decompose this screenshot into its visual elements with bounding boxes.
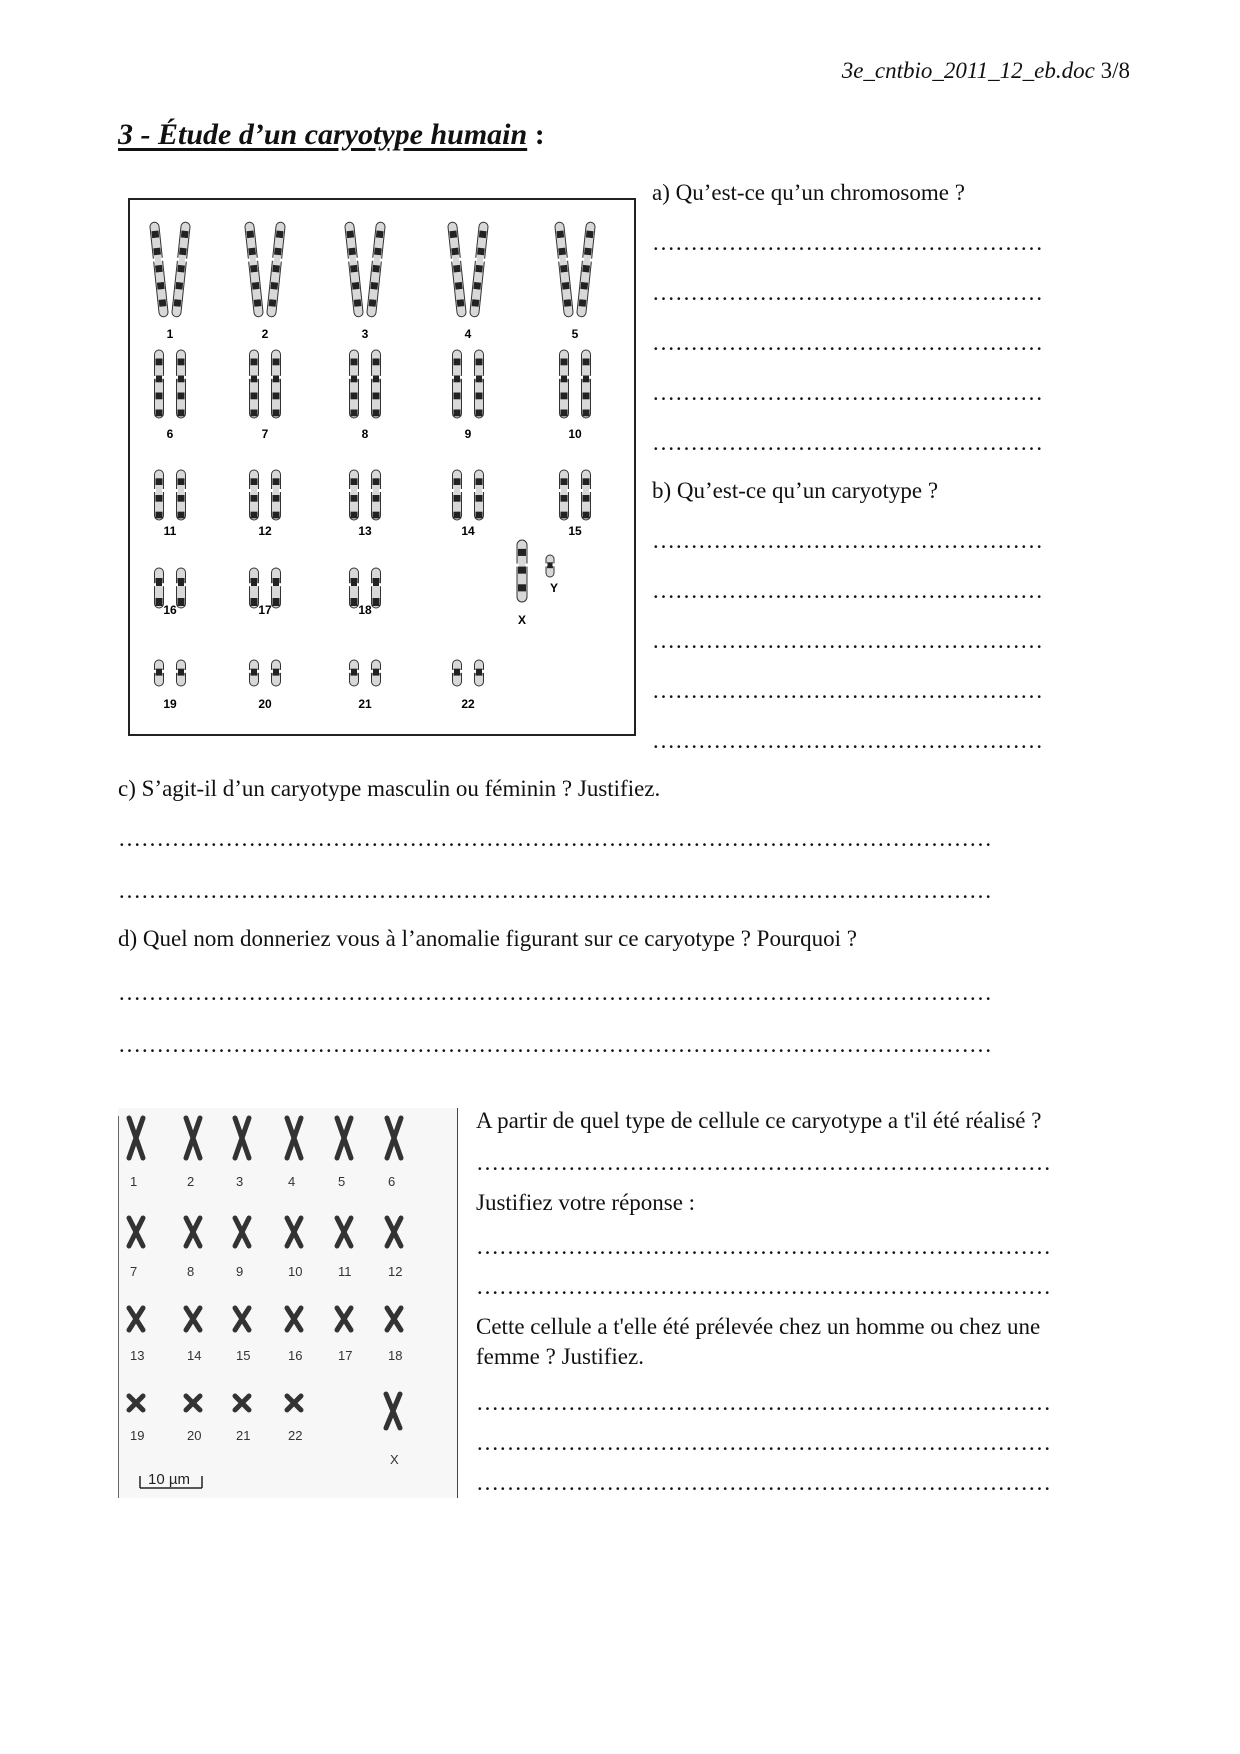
chromosome-2-label-8: 8: [187, 1264, 195, 1279]
answer-line-d-1[interactable]: ……………………………………………………………………………………………………: [118, 980, 992, 1005]
chromosome-label-4: 4: [464, 327, 472, 341]
chromosome-pair-11-b: [176, 470, 187, 520]
chromosome-pair-4-b: [469, 222, 490, 318]
chromosome-x-shape-12: [387, 1218, 401, 1246]
chromosome-2-label-3: 3: [236, 1174, 244, 1189]
question-a: a) Qu’est-ce qu’un chromosome ?: [652, 180, 965, 205]
section-title-text: 3 - Étude d’un caryotype humain: [118, 118, 528, 151]
answer-line-a-5[interactable]: ……………………………………………: [652, 430, 1043, 455]
chromosome-2-label-18: 18: [388, 1348, 403, 1363]
chromosome-x-shape-11: [337, 1218, 351, 1246]
chromosome-label-16: 16: [163, 603, 177, 617]
chromosome-x-shape-20: [186, 1396, 200, 1410]
chromosome-2-label-X: X: [390, 1452, 399, 1467]
karyotype-figure-2: [118, 1108, 458, 1498]
chromosome-x-shape-13: [129, 1308, 143, 1330]
page-number: 3/8: [1100, 58, 1130, 83]
question-e-justify: Justifiez votre réponse :: [476, 1190, 696, 1215]
chromosome-pair-8-b: [371, 350, 382, 418]
chromosome-2-label-10: 10: [288, 1264, 303, 1279]
chromosome-pair-15-b: [581, 470, 592, 520]
chromosome-pair-11-a: [154, 470, 165, 520]
chromosome-x-shape-16: [287, 1308, 301, 1330]
chromosome-x-shape-10: [287, 1218, 301, 1246]
answer-line-e-2[interactable]: …………………………………………………………………: [476, 1234, 1051, 1259]
chromosome-x-shape-17: [337, 1308, 351, 1330]
chromosome-x-shape-4: [287, 1118, 301, 1158]
chromosome-pair-22-b: [474, 660, 485, 686]
chromosome-pair-12-a: [249, 470, 260, 520]
chromosome-label-X: X: [517, 613, 527, 627]
chromosome-pair-19-a: [154, 660, 165, 686]
chromosome-pair-3-b: [366, 222, 387, 318]
chromosome-pair-5-b: [576, 222, 597, 318]
chromosome-x-shape-1: [129, 1118, 143, 1158]
chromosome-x-shape-22: [287, 1396, 301, 1410]
answer-line-b-1[interactable]: ……………………………………………: [652, 528, 1043, 553]
chromosome-x-shape-X: [386, 1394, 400, 1428]
chromosome-2-label-20: 20: [187, 1428, 202, 1443]
chromosome-pair-10-a: [559, 350, 570, 418]
chromosome-label-12: 12: [258, 524, 272, 538]
chromosome-2-label-17: 17: [338, 1348, 353, 1363]
chromosome-x-shape-21: [235, 1396, 249, 1410]
chromosome-label-19: 19: [163, 697, 177, 711]
chromosome-2-label-6: 6: [388, 1174, 396, 1189]
chromosome-x-shape-14: [186, 1308, 200, 1330]
chromosome-2-label-22: 22: [288, 1428, 303, 1443]
chromosome-label-8: 8: [361, 427, 369, 441]
chromosome-label-6: 6: [166, 427, 174, 441]
chromosome-label-18: 18: [358, 603, 372, 617]
chromosome-pair-18-b: [371, 568, 382, 608]
chromosome-pair-7-a: [249, 350, 260, 418]
scale-label: 10 µm: [148, 1471, 190, 1488]
question-e-sex-2: femme ? Justifiez.: [476, 1344, 644, 1369]
chromosome-x-shape-9: [235, 1218, 249, 1246]
chromosome-pair-6-b: [176, 350, 187, 418]
chromosome-label-5: 5: [571, 327, 579, 341]
answer-line-e-1[interactable]: …………………………………………………………………: [476, 1150, 1051, 1175]
chromosome-pair-12-b: [271, 470, 282, 520]
chromosome-x-shape-6: [387, 1118, 401, 1158]
chromosome-pair-14-a: [452, 470, 463, 520]
question-e-sex-1: Cette cellule a t'elle été prélevée chez un homme ou chez une: [476, 1314, 1041, 1339]
chromosome-2-label-13: 13: [130, 1348, 145, 1363]
chromosome-x-shape-5: [337, 1118, 351, 1158]
chromosome-pair-17-a: [249, 568, 260, 608]
chromosome-pair-20-b: [271, 660, 282, 686]
chromosome-pair-18-a: [349, 568, 360, 608]
chromosome-x-shape-3: [235, 1118, 249, 1158]
chromosome-pair-3-a: [344, 222, 365, 318]
chromosome-pair-17-b: [271, 568, 282, 608]
chromosome-pair-5-a: [554, 222, 575, 318]
chromosome-label-21: 21: [358, 697, 372, 711]
chromosome-x-shape-19: [129, 1396, 143, 1410]
chromosome-pair-20-a: [249, 660, 260, 686]
chromosome-label-22: 22: [461, 697, 475, 711]
chromosome-pair-22-a: [452, 660, 463, 686]
chromosome-2-label-9: 9: [236, 1264, 244, 1279]
document-header: [842, 58, 1130, 84]
chromosome-pair-15-a: [559, 470, 570, 520]
chromosome-pair-16-a: [154, 568, 165, 608]
answer-line-a-1[interactable]: ……………………………………………: [652, 230, 1043, 255]
chromosome-2-label-14: 14: [187, 1348, 202, 1363]
chromosome-Y: [545, 555, 555, 577]
chromosome-pair-13-b: [371, 470, 382, 520]
chromosome-label-Y: Y: [549, 581, 559, 595]
chromosome-pair-6-a: [154, 350, 165, 418]
chromosome-label-3: 3: [361, 327, 369, 341]
chromosome-label-9: 9: [464, 427, 472, 441]
chromosome-label-1: 1: [166, 327, 174, 341]
chromosome-pair-21-b: [371, 660, 382, 686]
question-b: b) Qu’est-ce qu’un caryotype ?: [652, 478, 939, 503]
answer-line-b-4[interactable]: ……………………………………………: [652, 678, 1043, 703]
answer-line-e-5[interactable]: …………………………………………………………………: [476, 1430, 1051, 1455]
chromosome-pair-10-b: [581, 350, 592, 418]
karyotype-2-image: [118, 1108, 458, 1498]
answer-line-e-4[interactable]: …………………………………………………………………: [476, 1390, 1051, 1415]
chromosome-pair-2-a: [244, 222, 265, 318]
chromosome-pair-14-b: [474, 470, 485, 520]
chromosome-label-15: 15: [568, 524, 582, 538]
chromosome-x-shape-8: [186, 1218, 200, 1246]
answer-line-c-2[interactable]: ……………………………………………………………………………………………………: [118, 878, 992, 903]
karyotype-1-image: [130, 200, 634, 734]
doc-filename: 3e_cntbio_2011_12_eb.doc: [841, 58, 1095, 83]
chromosome-label-13: 13: [358, 524, 372, 538]
chromosome-x-shape-15: [235, 1308, 249, 1330]
chromosome-label-17: 17: [258, 603, 272, 617]
answer-line-a-3[interactable]: ……………………………………………: [652, 330, 1043, 355]
question-d: d) Quel nom donneriez vous à l’anomalie figurant sur ce caryotype ? Pourquoi ?: [118, 926, 857, 951]
chromosome-pair-1-b: [171, 222, 192, 318]
chromosome-pair-7-b: [271, 350, 282, 418]
chromosome-pair-13-a: [349, 470, 360, 520]
karyotype-figure-1: [128, 198, 636, 736]
chromosome-x-shape-18: [387, 1308, 401, 1330]
chromosome-X: [516, 540, 528, 602]
chromosome-x-shape-7: [129, 1218, 143, 1246]
chromosome-label-20: 20: [258, 697, 272, 711]
chromosome-2-label-19: 19: [130, 1428, 145, 1443]
chromosome-2-label-7: 7: [130, 1264, 138, 1279]
chromosome-label-11: 11: [163, 524, 177, 538]
answer-line-c-1[interactable]: ……………………………………………………………………………………………………: [118, 826, 992, 851]
chromosome-2-label-5: 5: [338, 1174, 346, 1189]
answer-line-a-2[interactable]: ……………………………………………: [652, 280, 1043, 305]
chromosome-pair-1-a: [149, 222, 170, 318]
chromosome-2-label-12: 12: [388, 1264, 403, 1279]
chromosome-pair-9-a: [452, 350, 463, 418]
chromosome-2-label-4: 4: [288, 1174, 296, 1189]
chromosome-pair-2-b: [266, 222, 287, 318]
answer-line-b-2[interactable]: ……………………………………………: [652, 578, 1043, 603]
chromosome-label-14: 14: [461, 524, 475, 538]
chromosome-pair-19-b: [176, 660, 187, 686]
answer-line-e-3[interactable]: …………………………………………………………………: [476, 1274, 1051, 1299]
chromosome-2-label-16: 16: [288, 1348, 303, 1363]
answer-line-e-6[interactable]: …………………………………………………………………: [476, 1470, 1051, 1495]
section-title: [118, 118, 545, 152]
answer-line-a-4[interactable]: ……………………………………………: [652, 380, 1043, 405]
chromosome-2-label-2: 2: [187, 1174, 195, 1189]
question-e-cell-type: A partir de quel type de cellule ce caryotype a t'il été réalisé ?: [476, 1108, 1042, 1133]
question-c: c) S’agit-il d’un caryotype masculin ou féminin ? Justifiez.: [118, 776, 661, 801]
chromosome-x-shape-2: [186, 1118, 200, 1158]
chromosome-label-10: 10: [568, 427, 582, 441]
chromosome-pair-21-a: [349, 660, 360, 686]
chromosome-label-7: 7: [261, 427, 269, 441]
chromosome-pair-9-b: [474, 350, 485, 418]
chromosome-2-label-21: 21: [236, 1428, 251, 1443]
section-title-suffix: :: [527, 118, 545, 151]
chromosome-label-2: 2: [261, 327, 269, 341]
chromosome-pair-4-a: [447, 222, 468, 318]
chromosome-pair-8-a: [349, 350, 360, 418]
chromosome-2-label-1: 1: [130, 1174, 138, 1189]
answer-line-b-3[interactable]: ……………………………………………: [652, 628, 1043, 653]
chromosome-2-label-11: 11: [338, 1264, 352, 1279]
chromosome-2-label-15: 15: [236, 1348, 251, 1363]
answer-line-d-2[interactable]: ……………………………………………………………………………………………………: [118, 1032, 992, 1057]
chromosome-pair-16-b: [176, 568, 187, 608]
answer-line-b-5[interactable]: ……………………………………………: [652, 728, 1043, 753]
